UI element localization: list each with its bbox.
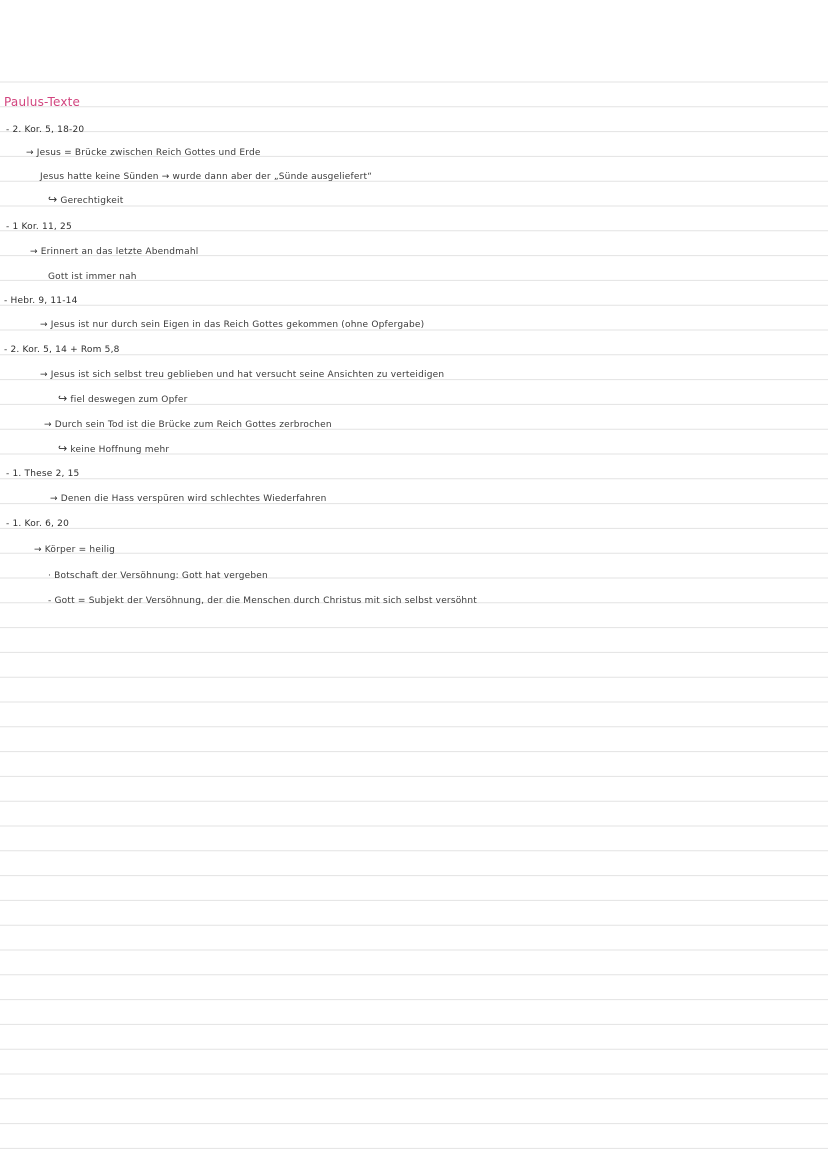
note-text: Jesus ist nur durch sein Eigen in das Reich Gottes gekommen (ohne Opfergabe) <box>50 320 425 330</box>
arrow-icon: → <box>26 148 34 158</box>
note-line <box>58 442 169 455</box>
arrow-icon: → <box>34 545 42 555</box>
heading-1kor-11: - 1 Kor. 11, 25 <box>6 222 72 232</box>
note-line: · Botschaft der Versöhnung: Gott hat vergeben <box>48 571 268 581</box>
hook-arrow-icon: ↪ <box>48 193 58 206</box>
note-line: Gott ist immer nah <box>48 272 137 282</box>
arrow-icon: → <box>40 370 48 380</box>
note-line <box>58 392 188 405</box>
arrow-icon: → <box>50 494 58 504</box>
note-line <box>30 247 198 257</box>
heading-1-these-2: - 1. These 2, 15 <box>6 469 80 479</box>
note-text: Durch sein Tod ist die Brücke zum Reich Gottes zerbrochen <box>54 420 332 430</box>
note-text: fiel deswegen zum Opfer <box>70 395 188 405</box>
note-text: Denen die Hass verspüren wird schlechtes Wiederfahren <box>60 494 327 504</box>
arrow-icon: → <box>161 172 170 182</box>
note-text: Jesus = Brücke zwischen Reich Gottes und Erde <box>36 148 261 158</box>
note-line <box>40 320 424 330</box>
heading-hebr-9: - Hebr. 9, 11-14 <box>4 296 78 306</box>
note-line: - Gott = Subjekt der Versöhnung, der die Menschen durch Christus mit sich selbst versöhnt <box>48 596 477 606</box>
heading-2kor-5-rom-5: - 2. Kor. 5, 14 + Rom 5,8 <box>4 345 120 355</box>
note-text: Körper = heilig <box>44 545 116 555</box>
note-line <box>44 420 332 430</box>
heading-1kor-6: - 1. Kor. 6, 20 <box>6 519 70 529</box>
hook-arrow-icon: ↪ <box>58 392 68 405</box>
hook-arrow-icon: ↪ <box>58 442 68 455</box>
note-line <box>50 494 326 504</box>
note-text: keine Hoffnung mehr <box>70 445 170 455</box>
note-line <box>40 172 372 182</box>
note-text: Gerechtigkeit <box>60 196 124 206</box>
note-line <box>34 545 115 555</box>
note-line <box>26 148 261 158</box>
note-text: wurde dann aber der „Sünde ausgeliefert“ <box>172 172 373 182</box>
page-title: Paulus-Texte <box>4 95 81 109</box>
heading-2kor-5: - 2. Kor. 5, 18-20 <box>6 125 85 135</box>
note-text: Jesus hatte keine Sünden <box>40 172 159 182</box>
note-line <box>40 370 444 380</box>
note-line <box>48 193 123 206</box>
note-text: Jesus ist sich selbst treu geblieben und hat versucht seine Ansichten zu verteidigen <box>50 370 445 380</box>
arrow-icon: → <box>30 247 38 257</box>
arrow-icon: → <box>40 320 48 330</box>
note-text: Erinnert an das letzte Abendmahl <box>40 247 199 257</box>
arrow-icon: → <box>44 420 52 430</box>
